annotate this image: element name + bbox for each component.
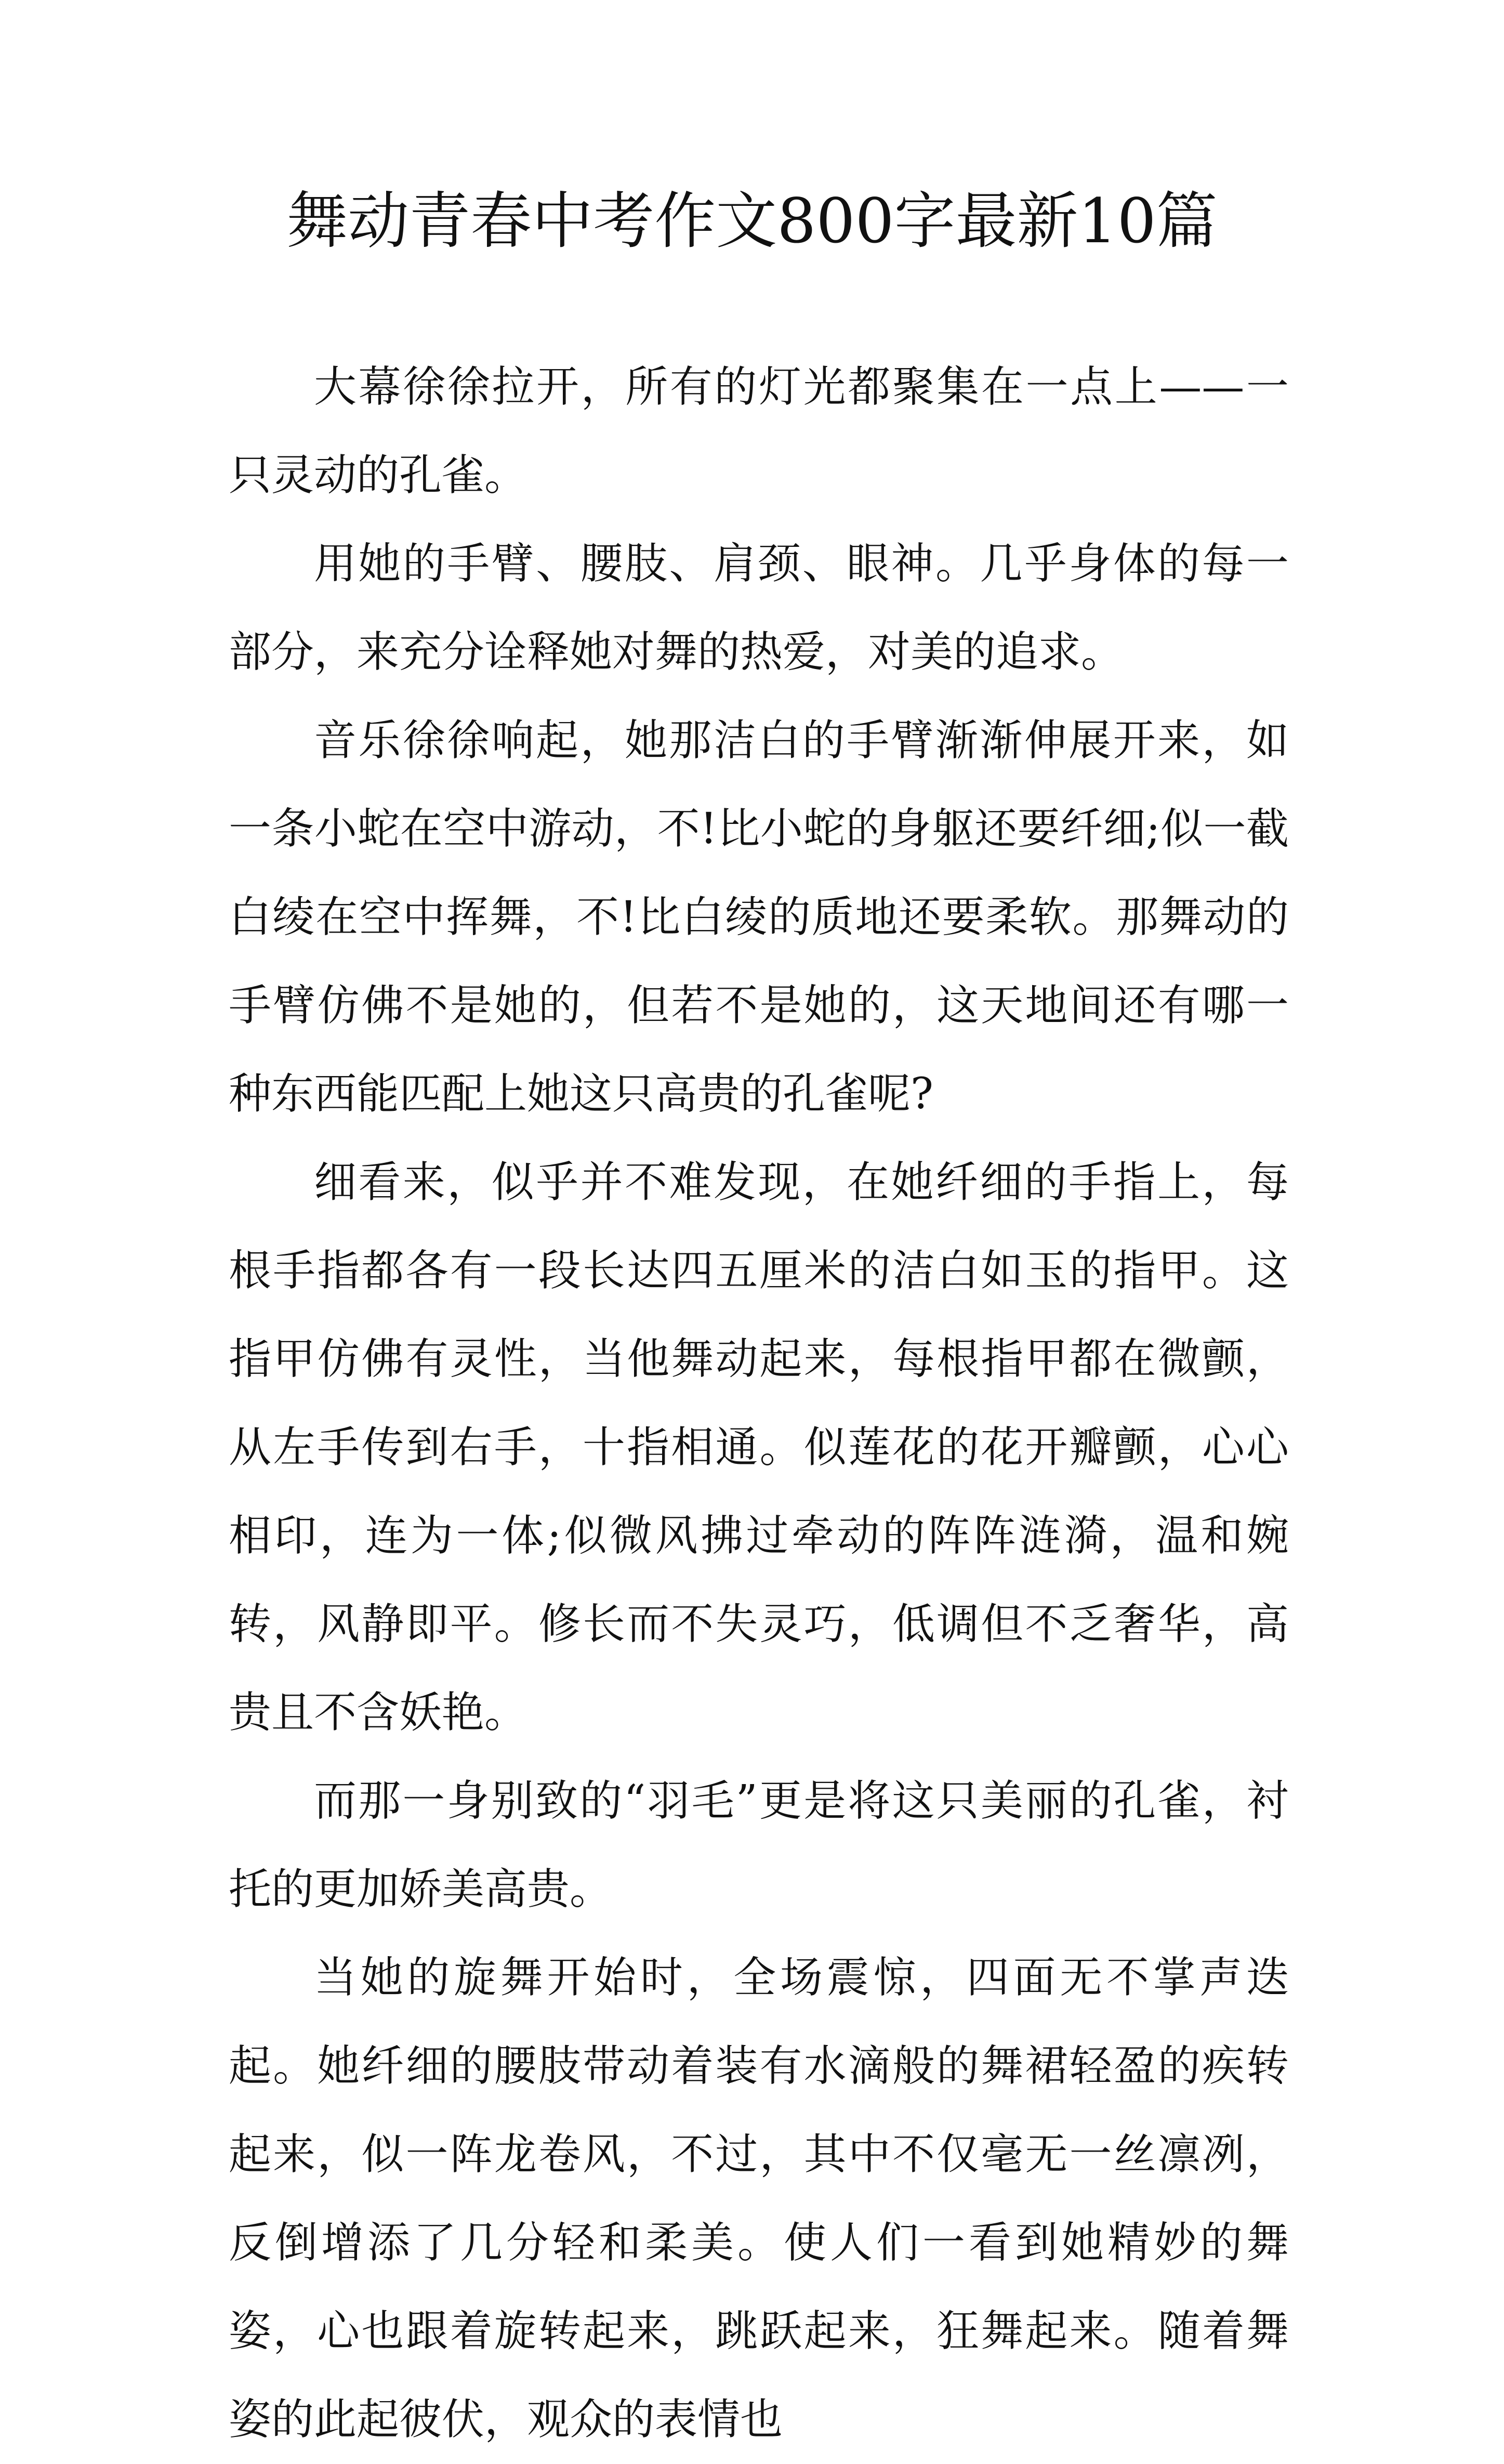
paragraph: 用她的手臂、腰肢、肩颈、眼神。几乎身体的每一部分，来充分诠释她对舞的热爱，对美的追求。 <box>229 539 1289 677</box>
paragraph: 而那一身别致的“羽毛”更是将这只美丽的孔雀，衬托的更加娇美高贵。 <box>229 1776 1289 1914</box>
paragraph: 大幕徐徐拉开，所有的灯光都聚集在一点上——一只灵动的孔雀。 <box>229 362 1289 500</box>
document-body <box>229 343 1289 2464</box>
paragraph: 细看来，似乎并不难发现，在她纤细的手指上，每根手指都各有一段长达四五厘米的洁白如玉的指甲。这指甲仿佛有灵性，当他舞动起来，每根指甲都在微颤，从左手传到右手，十指相通。似莲花的花开瓣颤，心心相印，连为一体;似微风拂过牵动的阵阵涟漪，温和婉转，风静即平。修长而不失灵巧，低调但不乏奢华，高贵且不含妖艳。 <box>229 1158 1289 1737</box>
paragraph: 当她的旋舞开始时，全场震惊，四面无不掌声迭起。她纤细的腰肢带动着装有水滴般的舞裙轻盈的疾转起来，似一阵龙卷风，不过，其中不仅毫无一丝凛冽，反倒增添了几分轻和柔美。使人们一看到她精妙的舞姿，心也跟着旋转起来，跳跃起来，狂舞起来。随着舞姿的此起彼伏，观众的表情也 <box>229 1953 1289 2444</box>
document-title: 舞动青春中考作文800字最新10篇 <box>286 185 1218 257</box>
paragraph: 音乐徐徐响起，她那洁白的手臂渐渐伸展开来，如一条小蛇在空中游动，不!比小蛇的身躯还要纤细;似一截白绫在空中挥舞，不!比白绫的质地还要柔软。那舞动的手臂仿佛不是她的，但若不是她的，这天地间还有哪一种东西能匹配上她这只高贵的孔雀呢? <box>229 716 1289 1119</box>
